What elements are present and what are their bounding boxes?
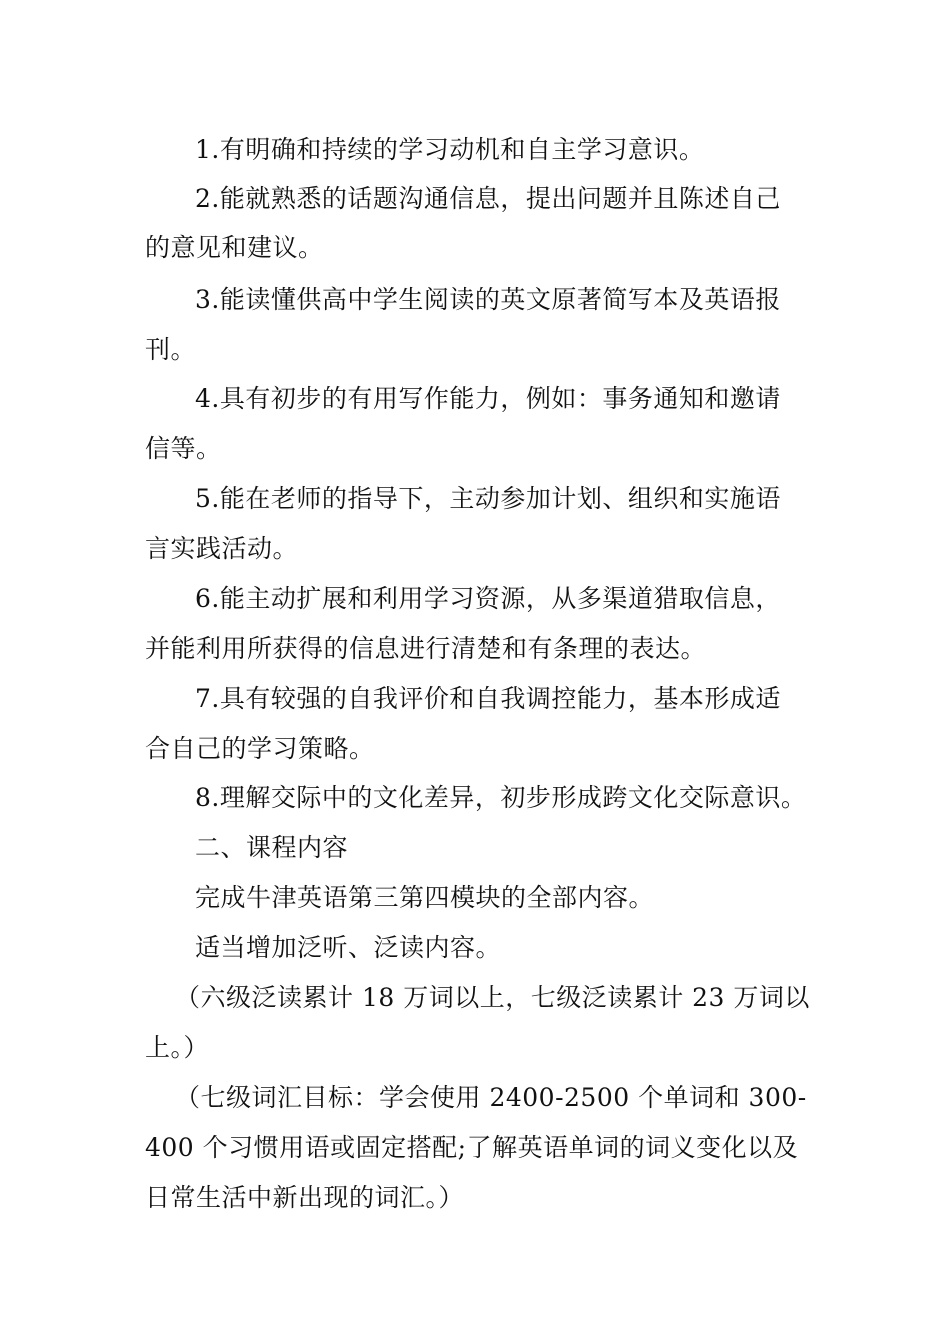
reading-target-line-1: （六级泛读累计 18 万词以上，七级泛读累计 23 万词以	[175, 983, 810, 1012]
objective-7-line-1: 7.具有较强的自我评价和自我调控能力，基本形成适	[195, 684, 781, 713]
objective-7-line-2: 合自己的学习策略。	[145, 734, 375, 763]
section-heading: 二、课程内容	[195, 833, 349, 862]
content-line-2: 适当增加泛听、泛读内容。	[195, 933, 502, 962]
objective-6-line-2: 并能利用所获得的信息进行清楚和有条理的表达。	[145, 634, 707, 663]
objective-6-line-1: 6.能主动扩展和利用学习资源，从多渠道猎取信息，	[195, 584, 781, 613]
vocabulary-target-line-1: （七级词汇目标：学会使用 2400-2500 个单词和 300-	[175, 1083, 807, 1112]
objective-5-line-1: 5.能在老师的指导下，主动参加计划、组织和实施语	[195, 484, 781, 513]
objective-2-line-1: 2.能就熟悉的话题沟通信息，提出问题并且陈述自己	[195, 184, 781, 213]
objective-3-line-2: 刊。	[145, 335, 197, 364]
reading-target-line-2: 上。）	[145, 1033, 210, 1062]
objective-1: 1.有明确和持续的学习动机和自主学习意识。	[195, 135, 705, 164]
objective-8: 8.理解交际中的文化差异，初步形成跨文化交际意识。	[195, 783, 807, 812]
content-line-1: 完成牛津英语第三第四模块的全部内容。	[195, 883, 655, 912]
objective-2-line-2: 的意见和建议。	[145, 233, 324, 262]
objective-3-line-1: 3.能读懂供高中学生阅读的英文原著简写本及英语报	[195, 285, 781, 314]
objective-4-line-2: 信等。	[145, 434, 222, 463]
objective-5-line-2: 言实践活动。	[145, 534, 299, 563]
objective-4-line-1: 4.具有初步的有用写作能力，例如：事务通知和邀请	[195, 384, 781, 413]
vocabulary-target-line-2: 400 个习惯用语或固定搭配;了解英语单词的词义变化以及	[145, 1133, 799, 1162]
vocabulary-target-line-3: 日常生活中新出现的词汇。）	[145, 1183, 465, 1212]
